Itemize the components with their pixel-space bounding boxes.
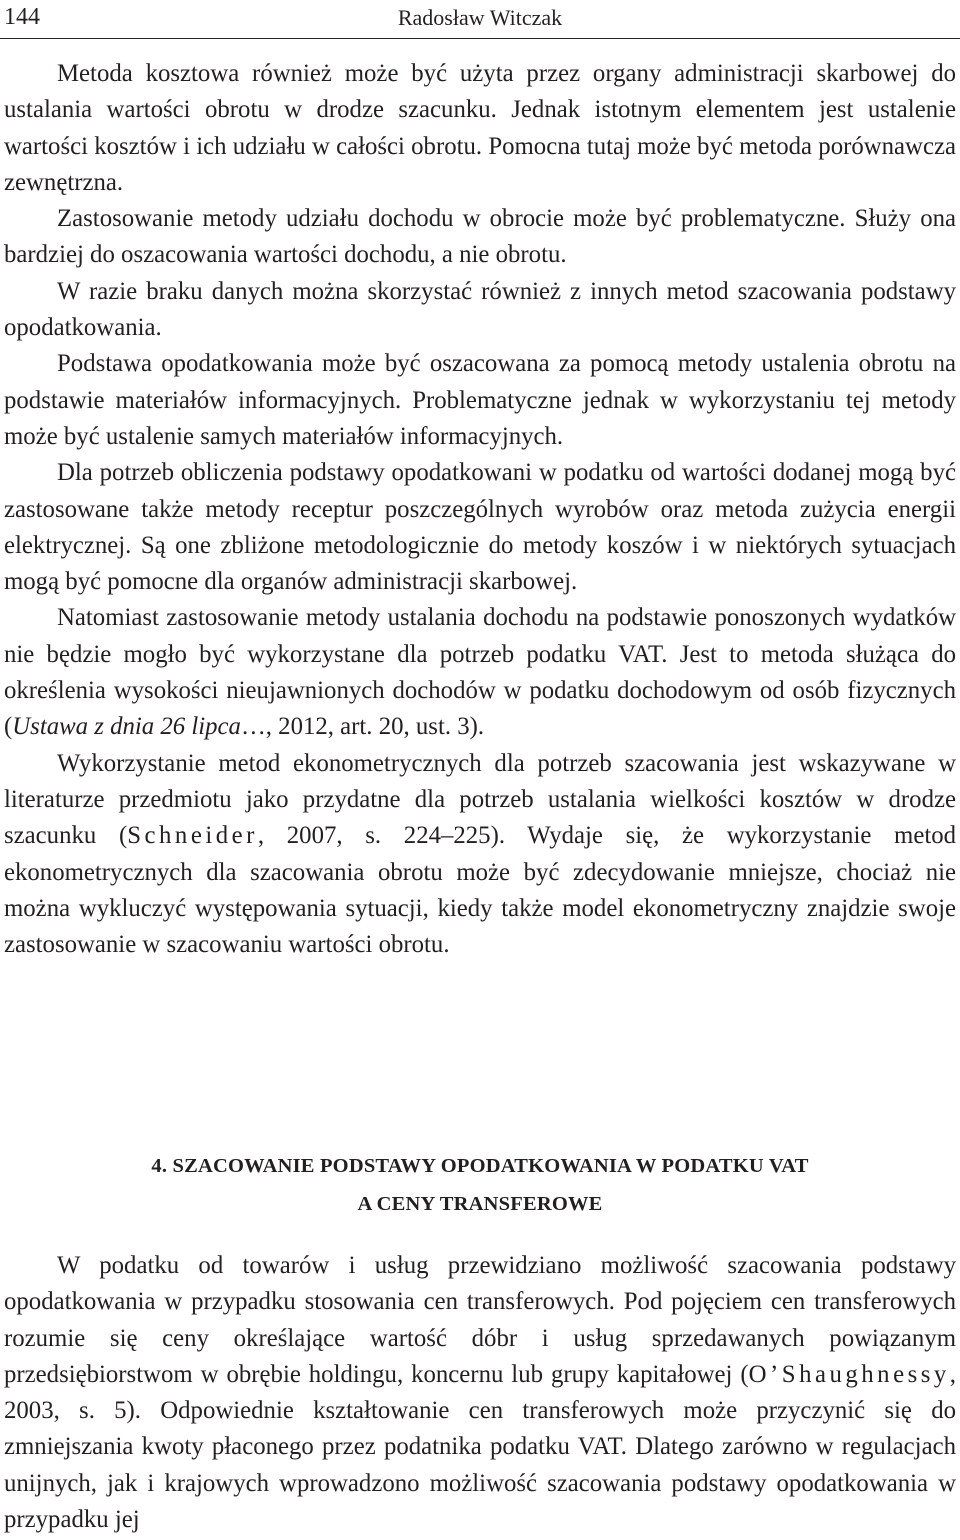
body-text-bottom <box>4 1248 956 1538</box>
paragraph: W razie braku danych można skorzystać również z innych metod szacowania podstawy opodatkowania. <box>4 277 956 342</box>
paragraph <box>4 746 956 964</box>
section-heading <box>0 1147 960 1223</box>
section-title-line-2: A CENY TRANSFEROWE <box>357 1193 603 1215</box>
paragraph <box>4 1248 956 1538</box>
citation-title: Ustawa z dnia 26 lipca <box>12 713 241 741</box>
paragraph: Podstawa opodatkowania może być oszacowana za pomocą metody ustalenia obrotu na podstawie materiałów informacyjnych. Problematyczne jednak w wykorzystaniu tej metody może być ustalenie samych materiałów informacyjnych. <box>4 350 956 450</box>
running-header-author: Radosław Witczak <box>397 5 563 30</box>
page-number: 144 <box>4 4 40 30</box>
citation-author: Schneider <box>127 822 258 850</box>
paragraph: Dla potrzeb obliczenia podstawy opodatkowani w podatku od wartości dodanej mogą być zastosowane także metody receptur poszczególnych wyrobów oraz metoda zużycia energii elektrycznej. Są one zbliżone metodologicznie do metody koszów i w niektórych sytuacjach mogą być pomocne dla organów administracji skarbowej. <box>4 459 956 596</box>
body-text-top <box>4 56 956 963</box>
paragraph-text: …, 2012, art. 20, ust. 3). <box>240 713 485 741</box>
paragraph-text: , 2007, s. 224–225). Wydaje się, że wykorzystanie metod ekonometrycznych dla szacowania obrotu może być zdecydowanie mniejsze, chociaż nie można wykluczyć występowania sytuacji, kiedy także model ekonometryczny znajdzie swoje zastosowanie w szacowaniu wartości obrotu. <box>4 822 957 959</box>
paragraph: Zastosowanie metody udziału dochodu w obrocie może być problematyczne. Służy ona bardziej do oszacowania wartości dochodu, a nie obrotu. <box>4 205 956 269</box>
paragraph-text: , 2003, s. 5). Odpowiednie kształtowanie cen transferowych może przyczynić się do zmniejszania kwoty płaconego przez podatnika podatku VAT. Dlatego zarówno w regulacjach unijnych, jak i krajowych wprowadzono możliwość szacowania podstawy opodatkowania w przypadku jej <box>4 1360 956 1534</box>
citation-author: O’Shaughnessy <box>748 1360 950 1388</box>
paragraph-text: Natomiast zastosowanie metody ustalania dochodu na podstawie ponoszonych wydatków nie będzie mogło być wykorzystane dla potrzeb podatku VAT. Jest to metoda służąca do określenia wysokości nieujawnionych dochodów w podatku dochodowym od osób fizycznych ( <box>4 604 956 741</box>
running-header <box>0 0 960 39</box>
paragraph: Metoda kosztowa również może być użyta przez organy administracji skarbowej do ustalania wartości obrotu w drodze szacunku. Jednak istotnym elementem jest ustalenie wartości kosztów i ich udziału w całości obrotu. Pomocna tutaj może być metoda porównawcza zewnętrzna. <box>4 60 956 196</box>
paragraph <box>4 600 956 745</box>
paragraph-text: W podatku od towarów i usług przewidziano możliwość szacowania podstawy opodatkowania w przypadku stosowania cen transferowych. Pod pojęciem cen transferowych rozumie się ceny określające wartość dóbr i usług sprzedawanych powiązanym przedsiębiorstwom w obrębie holdingu, koncernu lub grupy kapitałowej ( <box>4 1252 956 1388</box>
section-title-line-1: 4. SZACOWANIE PODSTAWY OPODATKOWANIA W PODATKU VAT <box>151 1155 809 1177</box>
paragraph-text: Wykorzystanie metod ekonometrycznych dla potrzeb szacowania jest wskazywane w literaturze przedmiotu jako przydatne dla potrzeb ustalania wielkości kosztów w drodze szacunku ( <box>4 749 956 850</box>
